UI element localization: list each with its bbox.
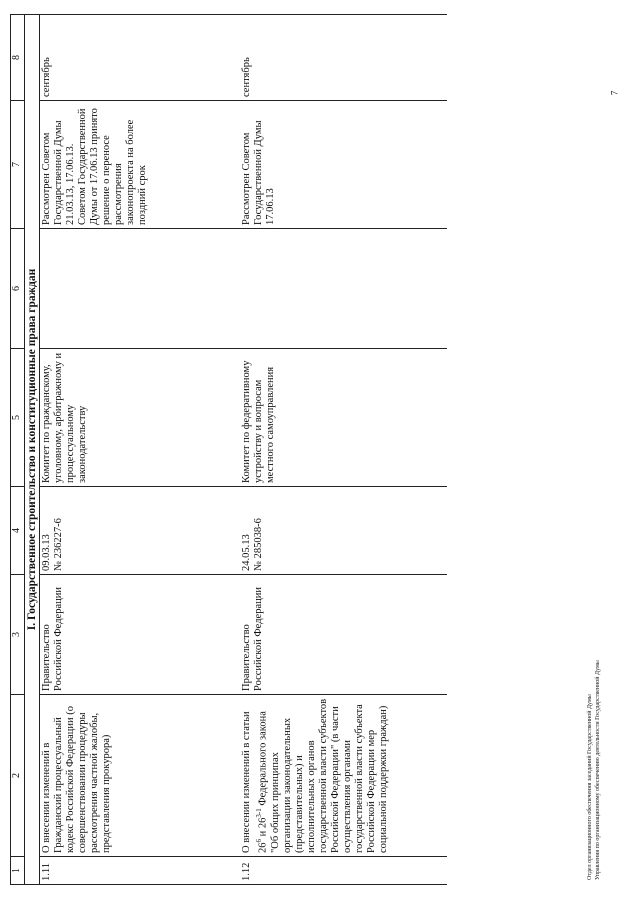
column-number: 5 (11, 349, 25, 487)
bill-initiator: Правительство Российской Федерации (40, 575, 241, 695)
rotated-page (10, 15, 630, 885)
bills-table (10, 14, 447, 885)
bill-committee: Комитет по гражданскому, уголовному, арбитражному и процессуальному законодательству (40, 349, 241, 487)
page-number: 7 (609, 90, 620, 96)
row-number: 1.11 (40, 857, 241, 885)
bill-date: 09.03.13 (41, 534, 52, 571)
column-number: 6 (11, 229, 25, 349)
bill-title: О внесении изменений в статьи $26^6$ и 26$^{3-1}$ Федерального закона "Об общих принципах организации законодательных (представительных) и исполнительных органов государственной власти субъектов Российской Федерации" (в части осуществления органами государственной власти субъекта Российской Федерации мер социальной поддержки граждан) (240, 695, 447, 857)
row-number: 1.12 (240, 857, 447, 885)
footer-line: Управления по организационному обеспечению деятельности Государственной Думы (595, 660, 601, 880)
bill-number: № 285038-6 (253, 518, 264, 571)
table-row (240, 15, 447, 885)
bill-registration (40, 487, 241, 575)
bill-title: О внесении изменений в Гражданский процессуальный кодекс Российской Федерации (о совершенствовании процедуры рассмотрения частной жалобы, представления прокурора) (40, 695, 241, 857)
bill-status: Рассмотрен Советом Государственной Думы 21.03.13, 17.06.13. Советом Государственной Думы от 17.06.13 принято решение о переносе рассмотрения законопроекта на более поздний срок (40, 101, 241, 229)
table-row (40, 15, 241, 885)
footer (586, 580, 616, 880)
footer-line: Отдел организационного обеспечения заседаний Государственной Думы (587, 694, 593, 880)
column-number: 1 (11, 857, 25, 885)
bill-term: сентябрь (40, 15, 241, 101)
section-title: I. Государственное строительство и конституционные права граждан (25, 15, 40, 885)
column-number: 4 (11, 487, 25, 575)
bill-col6 (40, 229, 241, 349)
bill-number: № 236227-6 (53, 518, 64, 571)
bill-registration (240, 487, 447, 575)
section-row (25, 15, 40, 885)
column-number: 3 (11, 575, 25, 695)
column-number: 7 (11, 101, 25, 229)
bill-date: 24.05.13 (241, 534, 252, 571)
bill-initiator: Правительство Российской Федерации (240, 575, 447, 695)
bill-committee: Комитет по федеративному устройству и вопросам местного самоуправления (240, 349, 447, 487)
bill-term: сентябрь (240, 15, 447, 101)
bill-status: Рассмотрен Советом Государственной Думы 17.06.13 (240, 101, 447, 229)
bill-col6 (240, 229, 447, 349)
column-number: 2 (11, 695, 25, 857)
column-number: 8 (11, 15, 25, 101)
column-numbers-row (11, 15, 25, 885)
